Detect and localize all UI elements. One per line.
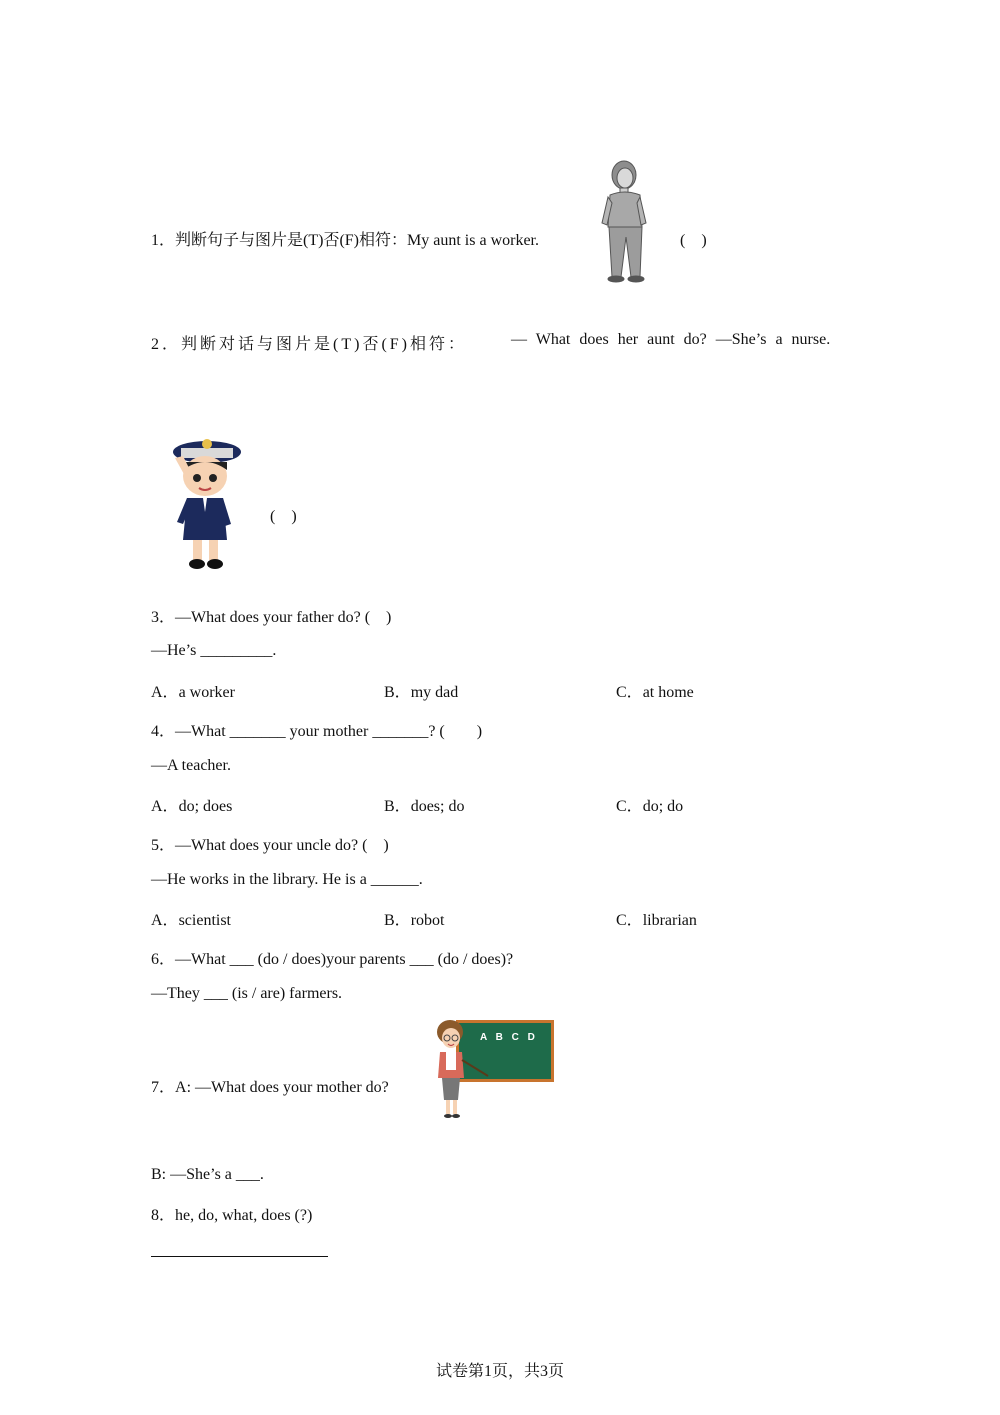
q5-answer-line: —He works in the library. He is a ______. — [151, 871, 423, 888]
q6-question-text: —What ___ (do / does)your parents ___ (do / does)? — [175, 951, 514, 968]
q8-answer-blank[interactable] — [151, 1256, 328, 1257]
q4-answer-line: —A teacher. — [151, 757, 231, 774]
q1-sentence: My aunt is a worker. — [407, 232, 539, 249]
option-text: librarian — [642, 912, 697, 929]
q4-option-b[interactable] — [384, 793, 464, 816]
q5-question — [151, 832, 389, 855]
option-text: scientist — [178, 912, 231, 929]
q1-prompt: 判断句子与图片是(T)否(F)相符： — [175, 232, 408, 249]
option-text: a worker — [178, 684, 235, 701]
q6-number: 6． — [151, 951, 176, 968]
option-letter: A． — [151, 912, 179, 929]
q7-question — [151, 1074, 389, 1097]
q1-answer-bracket[interactable]: ( ) — [680, 232, 707, 249]
q8-question — [151, 1202, 312, 1225]
q3-question — [151, 604, 391, 627]
q3-question-text: —What does your father do? ( ) — [175, 609, 392, 626]
q4-question-text: —What _______ your mother _______? ( ) — [175, 723, 483, 740]
option-letter: B． — [384, 798, 411, 815]
q6-question — [151, 946, 513, 969]
q4-number: 4． — [151, 723, 176, 740]
option-text: do; do — [642, 798, 684, 815]
q3-option-a[interactable] — [151, 679, 235, 702]
board-letters: A B C D — [480, 1032, 538, 1043]
q1-number: 1． — [151, 232, 176, 249]
option-text: my dad — [410, 684, 459, 701]
q7-answer-line: B: —She’s a ___. — [151, 1166, 264, 1183]
q3-option-c[interactable] — [616, 679, 694, 702]
q5-option-c[interactable] — [616, 907, 697, 930]
option-text: at home — [642, 684, 694, 701]
q2-answer-bracket[interactable]: ( ) — [270, 508, 297, 525]
q3-option-b[interactable] — [384, 679, 458, 702]
q8-number: 8． — [151, 1207, 176, 1224]
teacher-at-blackboard-illustration — [430, 1018, 556, 1122]
q2-prompt: 判断对话与图片是(T)否(F)相符： — [181, 336, 468, 353]
q2-number: 2． — [151, 336, 182, 353]
q6-answer-line: —They ___ (is / are) farmers. — [151, 985, 343, 1002]
option-letter: A． — [151, 798, 179, 815]
q3-answer-line: —He’s _________. — [151, 642, 277, 659]
option-letter: C． — [616, 912, 643, 929]
option-letter: C． — [616, 798, 643, 815]
option-text: does; do — [410, 798, 465, 815]
option-text: do; does — [178, 798, 233, 815]
q4-question — [151, 718, 482, 741]
q5-question-text: —What does your uncle do? ( ) — [175, 837, 389, 854]
option-letter: B． — [384, 912, 411, 929]
q5-option-a[interactable] — [151, 907, 231, 930]
q2-dialogue: — What does her aunt do? —She’s a nurse. — [511, 331, 831, 348]
woman-worker-illustration — [598, 157, 654, 285]
option-letter: A． — [151, 684, 179, 701]
q5-option-b[interactable] — [384, 907, 444, 930]
option-letter: C． — [616, 684, 643, 701]
q5-number: 5． — [151, 837, 176, 854]
page-footer: 试卷第1页，共3页 — [435, 1363, 564, 1380]
q2-line — [151, 331, 467, 354]
option-letter: B． — [384, 684, 411, 701]
police-officer-illustration — [165, 432, 247, 572]
option-text: robot — [410, 912, 445, 929]
q4-option-c[interactable] — [616, 793, 683, 816]
q8-question-text: he, do, what, does (?) — [175, 1207, 313, 1224]
q7-question-text: A: —What does your mother do? — [175, 1079, 389, 1096]
q3-number: 3． — [151, 609, 176, 626]
q4-option-a[interactable] — [151, 793, 232, 816]
q7-number: 7． — [151, 1079, 176, 1096]
q1-line — [151, 227, 539, 250]
